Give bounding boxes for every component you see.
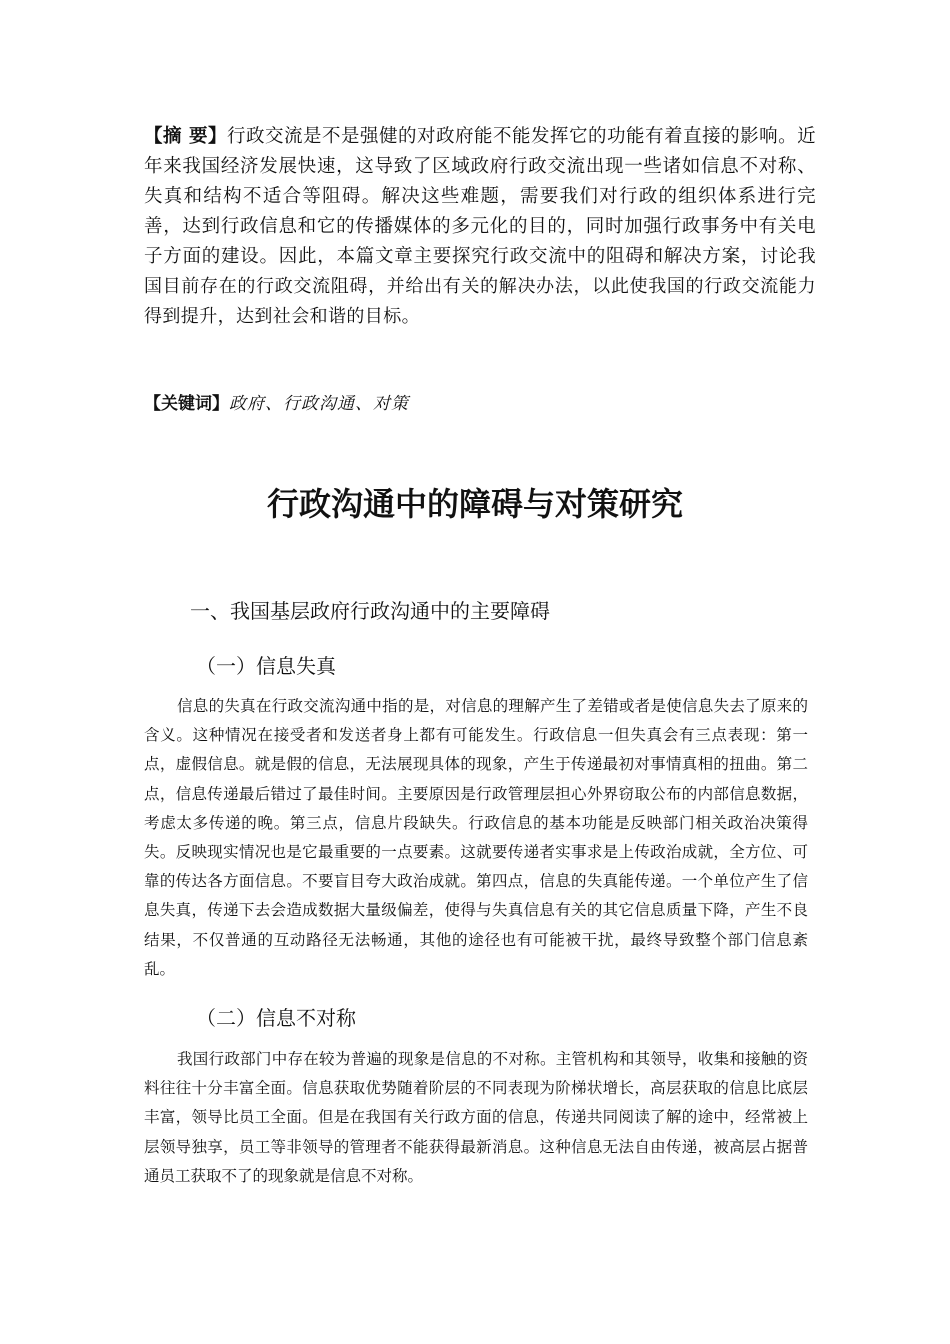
paragraph-info-asymmetry: 我国行政部门中存在较为普遍的现象是信息的不对称。主管机构和其领导，收集和接触的资料往往十分丰富全面。信息获取优势随着阶层的不同表现为阶梯状增长，高层获取的信息比底层丰富，领导比员工全面。但是在我国有关行政方面的信息，传递共同阅读了解的途中，经常被上层领导独享，员工等非领导的管理者不能获得最新消息。这种信息无法自由传递，被高层占据普通员工获取不了的现象就是信息不对称。 xyxy=(144,1050,808,1185)
keywords-label: 【关键词】 xyxy=(144,394,229,414)
abstract-text-tail: 讨论我国目前存在的行政交流阻碍，并给出有关的解决办法，以此使我国的行政交流能力得到提升，达到社会和谐的目标。 xyxy=(144,246,816,327)
abstract-text: 行政交流是不是强健的对政府能不能发挥它的功能有着直接的影响。近年来我国经济发展快速，这导致了区域政府行政交流出现一些诸如信息不对称、失真和结构不适合等阻碍。解决这些难题，需要我们对行政的组织体系进行完善，达到行政信息和它的传播媒体的多元化的目的，同时加强行政事务中有关电子方面的建设。因此，本篇文章主要探究行政交流中的阻碍和解决方案， xyxy=(144,126,816,267)
page-title: 行政沟通中的障碍与对策研究 xyxy=(266,485,683,523)
abstract-label: 【摘 要】 xyxy=(144,126,227,147)
abstract-block xyxy=(144,122,816,332)
paragraph-info-distortion: 信息的失真在行政交流沟通中指的是，对信息的理解产生了差错或者是使信息失去了原来的含义。这种情况在接受者和发送者身上都有可能发生。行政信息一但失真会有三点表现：第一点，虚假信息。就是假的信息，无法展现具体的现象，产生于传递最初对事情真相的扭曲。第二点，信息传递最后错过了最佳时间。主要原因是行政管理层担心外界窃取公布的内部信息数据，考虑太多传递的晚。第三点，信息片段缺失。行政信息的基本功能是反映部门相关政治决策得失。反映现实情况也是它最重要的一点要素。这就要传递者实事求是上传政治成就，全方位、可靠的传达各方面信息。不要盲目夸大政治成就。第四点，信息的失真能传递。一个单位产生了信息失真，传递下去会造成数据大量级偏差，使得与失真信息有关的其它信息质量下降，产生不良结果，不仅普通的互动路径无法畅通，其他的途径也有可能被干扰，最终导致整个部门信息紊乱。 xyxy=(144,697,808,978)
subsection-heading-2: （二）信息不对称 xyxy=(196,1006,356,1030)
subsection-heading-1: （一）信息失真 xyxy=(196,654,336,678)
keywords-line xyxy=(144,390,409,418)
keywords-value: 政府、行政沟通、对策 xyxy=(229,394,409,414)
section-heading: 一、我国基层政府行政沟通中的主要障碍 xyxy=(190,599,550,623)
